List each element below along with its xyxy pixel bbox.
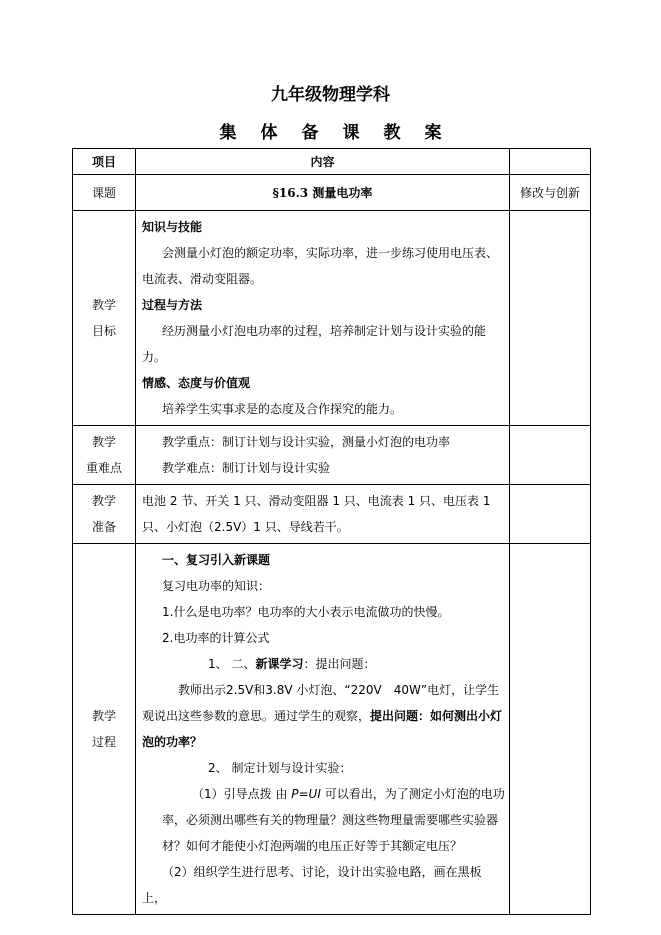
- process-review-q2: 2.电功率的计算公式: [162, 631, 270, 645]
- objective-heading-process: 过程与方法: [142, 298, 203, 312]
- key-points-row: [73, 426, 591, 485]
- prep-notes: [510, 485, 591, 544]
- key-points-label: 教学 重难点: [73, 426, 136, 485]
- objective-text-attitude: 培养学生实事求是的态度及合作探究的能力。: [162, 402, 403, 416]
- process-step-review: 一、复习引入新课题: [162, 553, 271, 567]
- page-title: 九年级物理学科: [271, 85, 390, 105]
- prep-content: 电池 2 节、开关 1 只、滑动变阻器 1 只、电流表 1 只、电压表 1 只、小灯泡（2.5V）1 只、导线若干。: [136, 485, 510, 544]
- topic-label: 课题: [73, 175, 136, 211]
- process-content: [136, 544, 510, 915]
- process-teacher-demo: 教师出示2.5V和3.8V 小灯泡、“220V 40W”电灯，让学生观说出这些参数的意思。通过学生的观察，提出问题：如何测出小灯泡的功率？: [142, 683, 503, 749]
- objectives-notes: [510, 211, 591, 426]
- formula-pui: P=UI: [291, 787, 321, 801]
- header-blank: [510, 149, 591, 175]
- key-point-difficulty: 教学难点：制订计划与设计实验: [162, 461, 331, 475]
- objective-heading-attitude: 情感、态度与价值观: [142, 376, 251, 390]
- objective-text-knowledge: 会测量小灯泡的额定功率，实际功率，进一步练习使用电压表、电流表、滑动变阻器。: [142, 246, 499, 286]
- header-content: 内容: [136, 149, 510, 175]
- key-points-content: [136, 426, 510, 485]
- objective-heading-knowledge: 知识与技能: [142, 220, 203, 234]
- objectives-label: 教学 目标: [73, 211, 136, 426]
- revision-label: 修改与创新: [510, 175, 591, 211]
- objectives-content: [136, 211, 510, 426]
- process-row: [73, 544, 591, 915]
- topic-row: [73, 175, 591, 211]
- process-guidance: （1）引导点拨 由 P=UI 可以看出，为了测定小灯泡的电功率，必须测出哪些有关的物理量？测这些物理量需要哪些实验器材？如何才能使小灯泡两端的电压正好等于其额定电压？: [162, 787, 505, 853]
- process-new-lesson: 1、 二、新课学习：提出问题：: [208, 657, 376, 671]
- process-review-intro: 复习电功率的知识：: [162, 579, 271, 593]
- process-plan-design: 2、 制定计划与设计实验：: [208, 761, 352, 775]
- page-subtitle: 集体备课教案: [219, 123, 466, 143]
- key-points-notes: [510, 426, 591, 485]
- objectives-row: [73, 211, 591, 426]
- process-label: 教学 过程: [73, 544, 136, 915]
- lesson-title: §16.3 测量电功率: [136, 175, 510, 211]
- header-item: 项目: [73, 149, 136, 175]
- process-review-q1: 1.什么是电功率？电功率的大小表示电流做功的快慢。: [162, 605, 450, 619]
- prep-row: [73, 485, 591, 544]
- lesson-plan-table: [72, 148, 591, 915]
- process-discussion: （2）组织学生进行思考、讨论，设计出实验电路，画在黑板上，: [142, 865, 482, 905]
- prep-label: 教学 准备: [73, 485, 136, 544]
- objective-text-process: 经历测量小灯泡电功率的过程，培养制定计划与设计实验的能力。: [142, 324, 487, 364]
- process-notes: [510, 544, 591, 915]
- table-header-row: [73, 149, 591, 175]
- key-point-focus: 教学重点：制订计划与设计实验，测量小灯泡的电功率: [162, 435, 451, 449]
